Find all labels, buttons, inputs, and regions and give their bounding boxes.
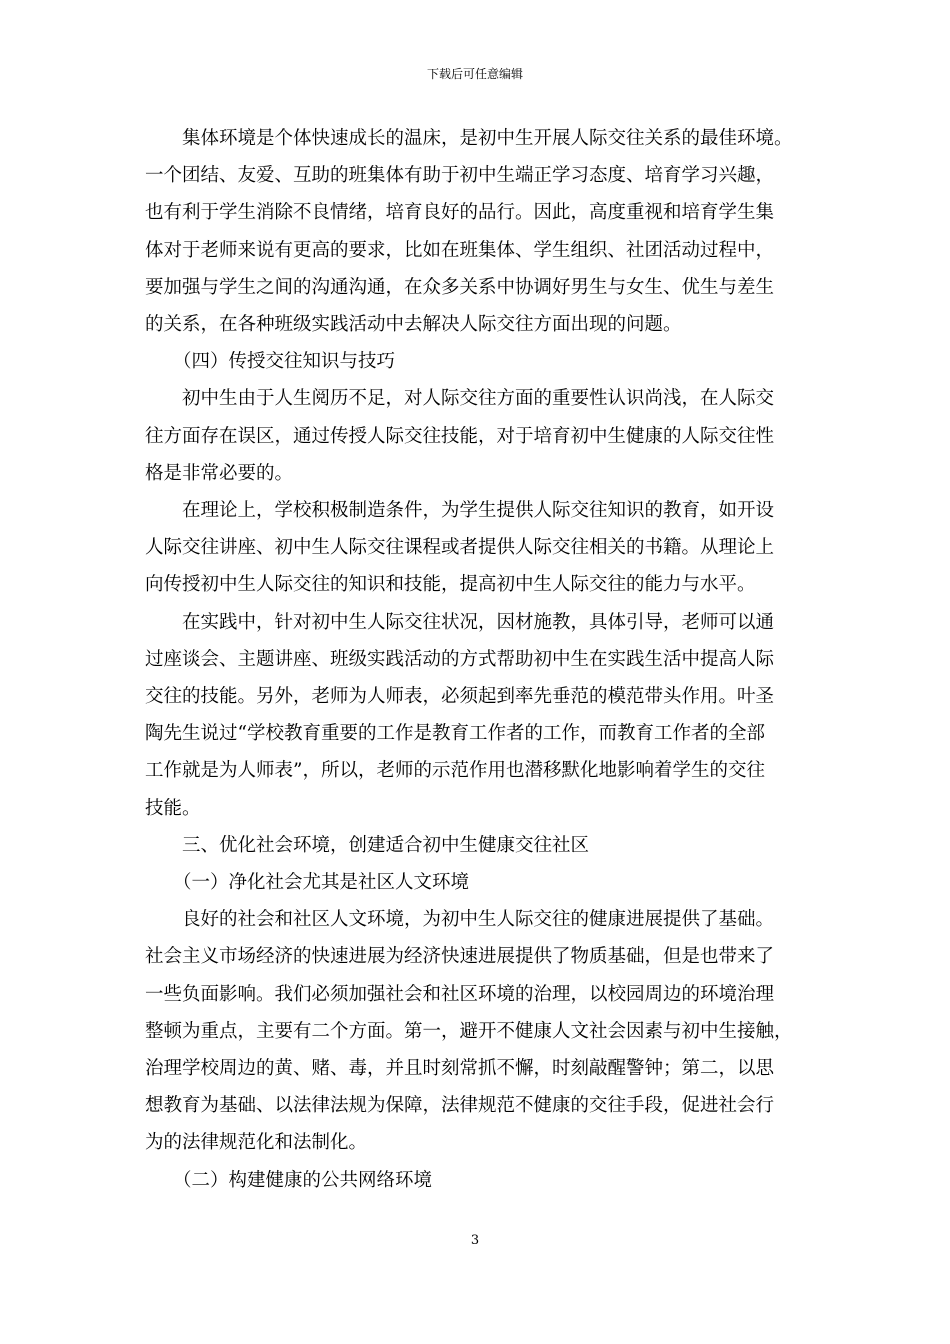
text-line: 在理论上，学校积极制造条件，为学生提供人际交往知识的教育，如开设 xyxy=(182,500,775,522)
page-number: 3 xyxy=(470,1233,480,1248)
text-line: 过座谈会、主题讲座、班级实践活动的方式帮助初中生在实践生活中提高人际 xyxy=(145,648,775,670)
text-line: 向传授初中生人际交往的知识和技能，提高初中生人际交往的能力与水平。 xyxy=(145,574,756,596)
text-line: 也有利于学生消除不良情绪，培育良好的品行。因此，高度重视和培育学生集 xyxy=(145,202,775,224)
section-heading: （四）传授交往知识与技巧 xyxy=(173,351,396,373)
text-line: 技能。 xyxy=(145,797,201,819)
text-line: 良好的社会和社区人文环境，为初中生人际交往的健康进展提供了基础。 xyxy=(182,909,775,931)
text-line: 交往的技能。另外，老师为人师表，必须起到率先垂范的模范带头作用。叶圣 xyxy=(145,686,775,708)
text-line: 一个团结、友爱、互助的班集体有助于初中生端正学习态度、培育学习兴趣， xyxy=(145,165,775,187)
text-line: 的关系，在各种班级实践活动中去解决人际交往方面出现的问题。 xyxy=(145,314,682,336)
text-line: 为的法律规范化和法制化。 xyxy=(145,1132,368,1154)
document-body xyxy=(145,120,809,1199)
text-line: 工作就是为人师表”，所以，老师的示范作用也潜移默化地影响着学生的交往 xyxy=(145,760,765,782)
text-line: 社会主义市场经济的快速进展为经济快速进展提供了物质基础，但是也带来了 xyxy=(145,946,775,968)
text-line: 一些负面影响。我们必须加强社会和社区环境的治理，以校园周边的环境治理 xyxy=(145,983,775,1005)
text-line: 体对于老师来说有更高的要求，比如在班集体、学生组织、社团活动过程中， xyxy=(145,239,775,261)
paragraph xyxy=(145,120,809,343)
text-line: 整顿为重点，主要有二个方面。第一，避开不健康人文社会因素与初中生接触， xyxy=(145,1020,793,1042)
text-line: 初中生由于人生阅历不足，对人际交往方面的重要性认识尚浅，在人际交 xyxy=(182,388,775,410)
paragraph xyxy=(145,492,809,604)
section-heading: 三、优化社会环境，创建适合初中生健康交往社区 xyxy=(182,834,590,856)
text-line: 想教育为基础、以法律法规为保障，法律规范不健康的交往手段，促进社会行 xyxy=(145,1095,775,1117)
paragraph xyxy=(145,380,809,492)
text-line: 陶先生说过“学校教育重要的工作是教育工作者的工作，而教育工作者的全部 xyxy=(145,723,765,745)
paragraph xyxy=(145,901,809,1161)
subsection-heading: （一）净化社会尤其是社区人文环境 xyxy=(173,872,470,894)
text-line: 格是非常必要的。 xyxy=(145,462,294,484)
text-line: 集体环境是个体快速成长的温床，是初中生开展人际交往关系的最佳环境。 xyxy=(182,128,793,149)
text-line: 治理学校周边的黄、赌、毒，并且时刻常抓不懈，时刻敲醒警钟；第二，以思 xyxy=(145,1058,775,1080)
text-line: 在实践中，针对初中生人际交往状况，因材施教，具体引导，老师可以通 xyxy=(182,611,775,633)
text-line: 要加强与学生之间的沟通沟通，在众多关系中协调好男生与女生、优生与差生 xyxy=(145,276,775,298)
paragraph xyxy=(145,604,809,827)
subsection-heading: （二）构建健康的公共网络环境 xyxy=(173,1169,433,1191)
text-line: 往方面存在误区，通过传授人际交往技能，对于培育初中生健康的人际交往性 xyxy=(145,425,775,447)
page-header: 下载后可任意编辑 xyxy=(426,67,523,81)
text-line: 人际交往讲座、初中生人际交往课程或者提供人际交往相关的书籍。从理论上 xyxy=(145,537,775,559)
